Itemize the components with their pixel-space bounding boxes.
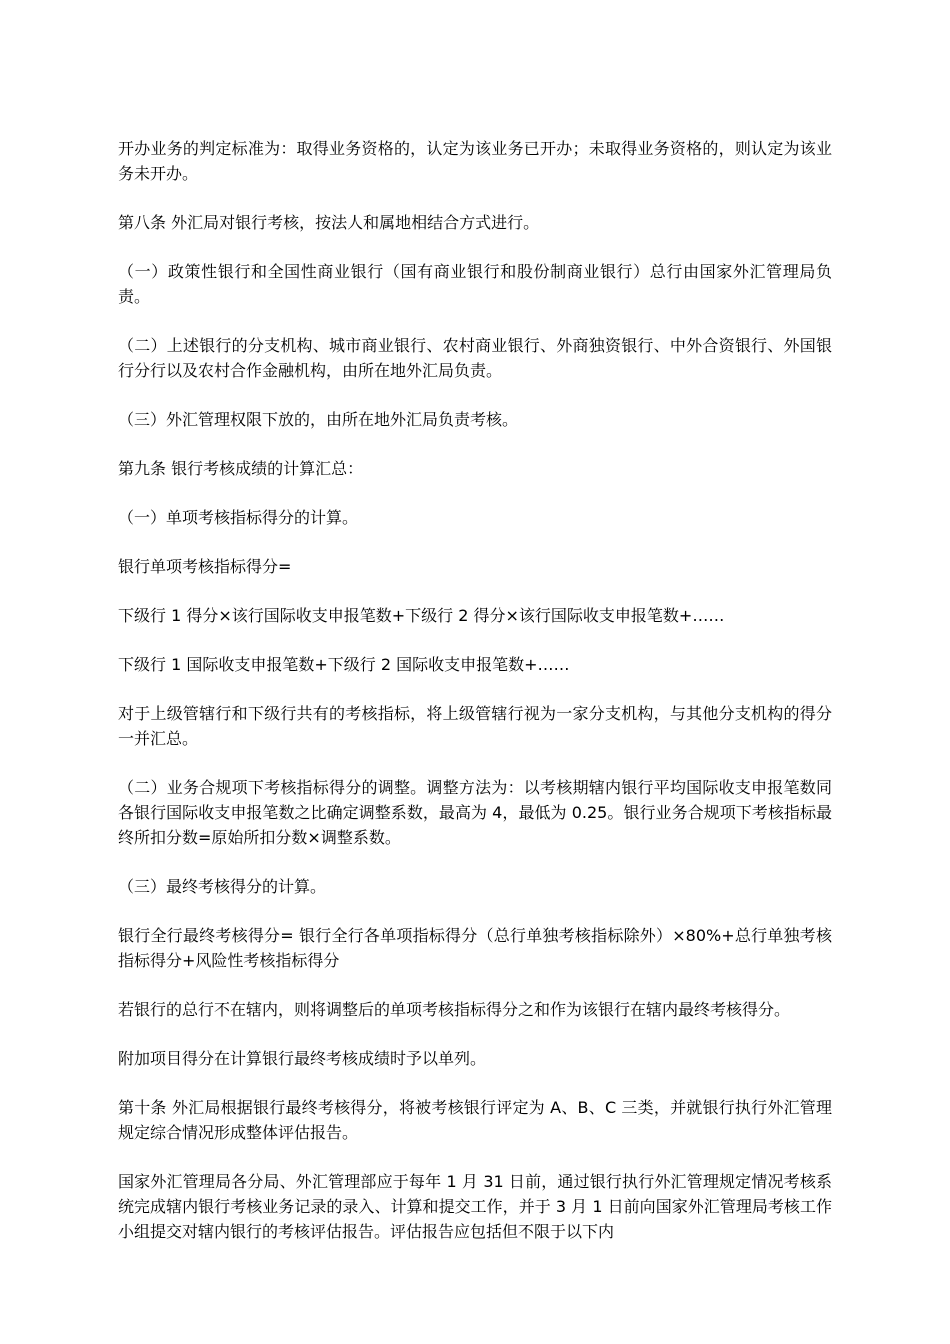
paragraph-article-9-item-1: （一）单项考核指标得分的计算。 [118,508,359,527]
paragraph-formula-numerator: 下级行 1 得分×该行国际收支申报笔数+下级行 2 得分×该行国际收支申报笔数+…… [118,606,725,625]
document-page [118,136,832,1268]
paragraph-article-8-item-3: （三）外汇管理权限下放的，由所在地外汇局负责考核。 [118,410,519,429]
paragraph-business-criteria: 开办业务的判定标准为：取得业务资格的，认定为该业务已开办；未取得业务资格的，则认定为该业务未开办。 [118,139,832,183]
paragraph-reporting-deadline: 国家外汇管理局各分局、外汇管理部应于每年 1 月 31 日前，通过银行执行外汇管理规定情况考核系统完成辖内银行考核业务记录的录入、计算和提交工作，并于 3 月 1 日前向国家外汇管理局考核工作小组提交对辖内银行的考核评估报告。评估报告应包括但不限于以下内 [118,1172,832,1241]
paragraph-article-8-item-1: （一）政策性银行和全国性商业银行（国有商业银行和股份制商业银行）总行由国家外汇管理局负责。 [118,262,832,306]
paragraph-article-10: 第十条 外汇局根据银行最终考核得分，将被考核银行评定为 A、B、C 三类，并就银行执行外汇管理规定综合情况形成整体评估报告。 [118,1098,832,1142]
paragraph-article-9-item-2: （二）业务合规项下考核指标得分的调整。调整方法为：以考核期辖内银行平均国际收支申报笔数同各银行国际收支申报笔数之比确定调整系数，最高为 4，最低为 0.25。银行业务合规项下考核指标最终所扣分数=原始所扣分数×调整系数。 [118,778,832,847]
paragraph-article-8-item-2: （二）上述银行的分支机构、城市商业银行、农村商业银行、外商独资银行、中外合资银行、外国银行分行以及农村合作金融机构，由所在地外汇局负责。 [118,336,832,380]
paragraph-shared-indicators: 对于上级管辖行和下级行共有的考核指标，将上级管辖行视为一家分支机构，与其他分支机构的得分一并汇总。 [118,704,832,748]
paragraph-article-8: 第八条 外汇局对银行考核，按法人和属地相结合方式进行。 [118,213,540,232]
paragraph-article-9-item-3: （三）最终考核得分的计算。 [118,877,327,896]
paragraph-formula-label: 银行单项考核指标得分= [118,557,292,576]
paragraph-formula-denominator: 下级行 1 国际收支申报笔数+下级行 2 国际收支申报笔数+…… [118,655,570,674]
paragraph-final-score-formula: 银行全行最终考核得分= 银行全行各单项指标得分（总行单独考核指标除外）×80%+总行单独考核指标得分+风险性考核指标得分 [118,926,832,970]
paragraph-head-office-outside: 若银行的总行不在辖内，则将调整后的单项考核指标得分之和作为该银行在辖内最终考核得分。 [118,1000,791,1019]
paragraph-article-9: 第九条 银行考核成绩的计算汇总： [118,459,364,478]
paragraph-additional-items: 附加项目得分在计算银行最终考核成绩时予以单列。 [118,1049,487,1068]
